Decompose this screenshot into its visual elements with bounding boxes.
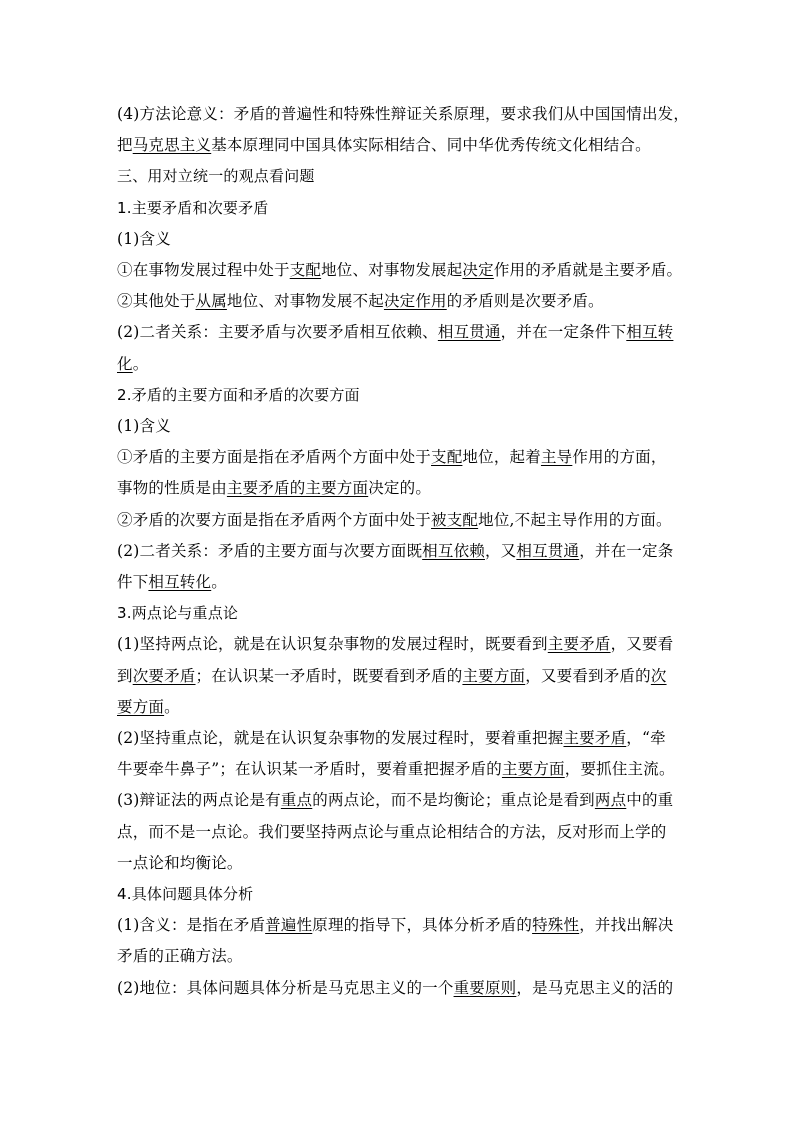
text-segment: 地位、对事物发展不起 <box>226 292 384 311</box>
text-line <box>117 665 667 687</box>
text-line <box>117 977 673 999</box>
text-segment: 作用的矛盾就是主要矛盾。 <box>493 261 683 279</box>
text-segment: ①在事物发展过程中处于 <box>117 261 290 279</box>
text-segment: ①矛盾的主要方面是指在矛盾两个方面中处于 <box>117 448 432 467</box>
text-segment: 。 <box>211 573 227 591</box>
text-segment: 牛要牵牛鼻子”；在认识某一矛盾时，要着重把握矛盾的 <box>117 760 502 779</box>
text-segment: 地位、对事物发展起 <box>321 261 463 279</box>
text-line <box>117 789 673 811</box>
text-segment: 中的重 <box>626 791 674 810</box>
text-segment: ，并在一定条件下 <box>500 323 627 342</box>
underlined-term: 主要矛盾 <box>547 635 611 654</box>
underlined-term: 次 <box>650 666 667 685</box>
text-line <box>117 415 171 437</box>
text-segment: 地位,不起主导作用的方面。 <box>478 510 672 529</box>
underlined-term: 重要原则 <box>453 978 517 997</box>
text-segment: (1)含义：是指在矛盾 <box>117 916 266 935</box>
text-segment: 一点论和均衡论。 <box>117 853 243 872</box>
text-segment: 事物的性质是由 <box>117 479 227 498</box>
text-segment: ，“牵 <box>626 729 666 747</box>
text-segment: 原理的指导下，具体分析矛盾的 <box>312 916 533 935</box>
text-segment: (2)二者关系：矛盾的主要方面与次要方面既 <box>117 541 423 560</box>
underlined-term: 决定作用 <box>383 292 447 311</box>
text-segment: ，又 <box>484 541 517 560</box>
text-segment: 的矛盾则是次要矛盾。 <box>446 292 604 311</box>
text-segment: 矛盾的正确方法。 <box>117 947 243 966</box>
section-heading <box>117 197 269 219</box>
text-line <box>117 290 604 312</box>
text-line <box>117 321 673 343</box>
underlined-term: 从属 <box>195 292 227 311</box>
underlined-term: 特殊性 <box>532 916 580 935</box>
text-segment: (1)含义 <box>117 417 171 435</box>
text-line <box>117 758 675 780</box>
section-heading <box>117 602 238 624</box>
text-line <box>117 353 148 375</box>
text-segment: ，并找出解决 <box>579 916 674 935</box>
text-segment: 点，而不是一点论。我们要坚持两点论与重点论相结合的方法，反对形而上学的 <box>117 822 667 841</box>
text-line <box>117 509 672 531</box>
underlined-term: 相互贯通 <box>437 323 501 342</box>
text-line <box>117 852 243 874</box>
text-segment: ②其他处于 <box>117 292 196 311</box>
text-segment: ②矛盾的次要方面是指在矛盾两个方面中处于 <box>117 510 432 529</box>
text-segment: 基本原理同中国具体实际相结合、同中华优秀传统文化相结合。 <box>211 136 651 155</box>
underlined-term: 主要方面 <box>462 666 526 685</box>
text-segment: (2)地位：具体问题具体分析是马克思主义的一个 <box>117 978 454 997</box>
text-segment: 4.具体问题具体分析 <box>117 885 254 903</box>
text-segment: (1)坚持两点论，就是在认识复杂事物的发展过程时，既要看到 <box>117 635 548 654</box>
text-segment: (2)坚持重点论，就是在认识复杂事物的发展过程时，要着重把握 <box>117 729 564 747</box>
underlined-term: 相互转化 <box>148 573 212 591</box>
text-segment: 的两点论，而不是均衡论；重点论是看到 <box>312 791 595 810</box>
text-segment: (3)辩证法的两点论是有 <box>117 791 281 810</box>
underlined-term: 普遍性 <box>265 916 313 935</box>
text-segment: ，又要看到矛盾的 <box>525 666 651 685</box>
text-segment: ；在认识某一矛盾时，既要看到矛盾的 <box>195 666 463 685</box>
text-segment: 地位，起着 <box>462 448 541 467</box>
underlined-term: 要方面 <box>117 697 165 716</box>
text-segment: 3.两点论与重点论 <box>117 604 239 623</box>
text-line <box>117 821 667 843</box>
text-segment: ，又要看 <box>610 635 674 654</box>
underlined-term: 相互贯通 <box>516 541 580 560</box>
text-segment: 三、用对立统一的观点看问题 <box>117 167 315 186</box>
text-segment: (2)二者关系：主要矛盾与次要矛盾相互依赖、 <box>117 323 438 342</box>
section-heading <box>117 384 360 406</box>
text-line <box>117 477 431 499</box>
text-line <box>117 914 673 936</box>
text-segment: 2.矛盾的主要方面和矛盾的次要方面 <box>117 385 360 404</box>
underlined-term: 次要矛盾 <box>132 666 196 685</box>
text-segment: 到 <box>117 666 133 685</box>
text-segment: 。 <box>132 354 149 373</box>
text-line <box>117 446 667 468</box>
text-line <box>117 540 673 562</box>
text-segment: 作用的方面， <box>572 448 667 467</box>
underlined-term: 主导 <box>540 448 573 467</box>
text-line <box>117 103 689 125</box>
underlined-term: 支配 <box>289 261 322 279</box>
section-heading <box>117 883 253 905</box>
underlined-term: 主要方面 <box>501 760 565 779</box>
underlined-term: 决定 <box>462 261 494 279</box>
text-line <box>117 696 180 718</box>
underlined-term: 主要矛盾的主要方面 <box>226 479 369 498</box>
text-segment: ，是马克思主义的活的 <box>516 978 674 997</box>
text-line <box>117 633 673 655</box>
text-segment: 件下 <box>117 573 149 591</box>
text-line <box>117 727 666 749</box>
text-segment: 。 <box>164 697 180 716</box>
text-line <box>117 228 171 250</box>
text-line <box>117 134 651 156</box>
text-segment: (1)含义 <box>117 229 171 248</box>
underlined-term: 化 <box>117 354 133 373</box>
text-segment: ，要抓住主流。 <box>564 760 675 779</box>
underlined-term: 相互依赖 <box>422 541 485 560</box>
underlined-term: 两点 <box>594 791 627 810</box>
text-segment: 决定的。 <box>368 479 432 498</box>
underlined-term: 主要矛盾 <box>563 729 627 747</box>
underlined-term: 相互转 <box>626 323 674 342</box>
text-segment: 把 <box>117 136 133 155</box>
underlined-term: 马克思主义 <box>132 136 212 155</box>
text-line <box>117 945 243 967</box>
text-segment: ，并在一定条 <box>579 541 674 560</box>
underlined-term: 被支配 <box>431 510 479 529</box>
underlined-term: 支配 <box>431 448 463 467</box>
section-heading <box>117 165 315 187</box>
text-line <box>117 259 682 281</box>
text-segment: (4)方法论意义：矛盾的普遍性和特殊性辩证关系原理，要求我们从中国国情出发， <box>117 105 690 123</box>
text-segment: 1.主要矛盾和次要矛盾 <box>117 198 269 217</box>
text-line <box>117 571 227 593</box>
underlined-term: 重点 <box>280 791 313 810</box>
